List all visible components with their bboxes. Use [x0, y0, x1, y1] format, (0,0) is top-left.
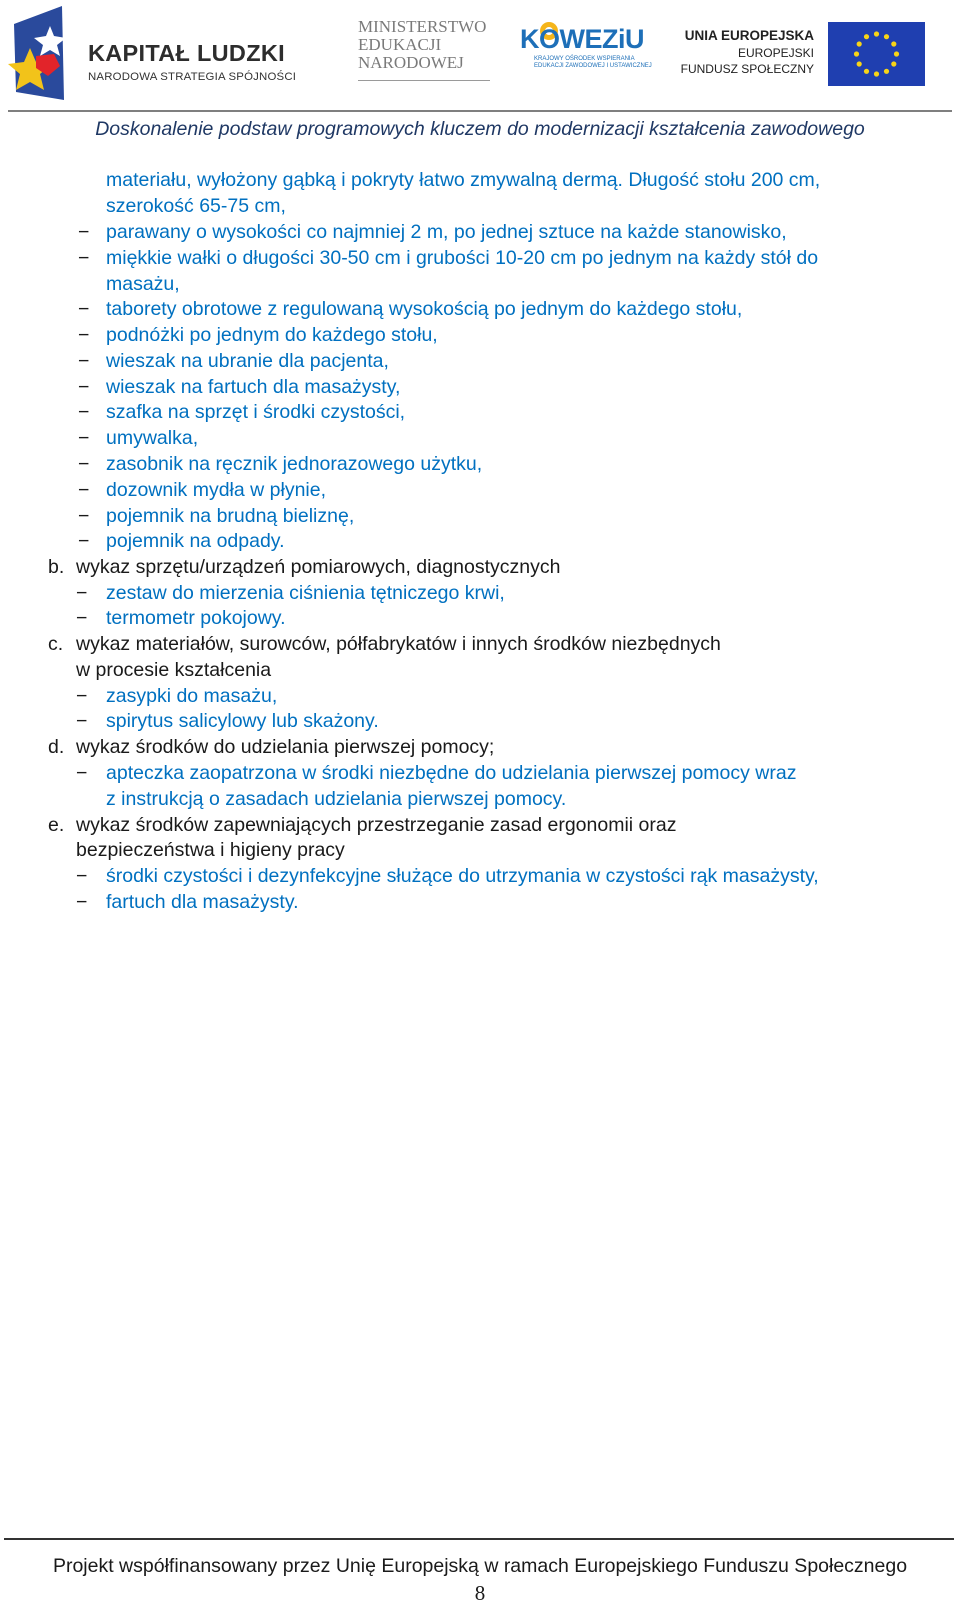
- list-item: pojemnik na brudną bieliznę,: [106, 505, 355, 527]
- list-item-continuation: masażu,: [106, 273, 180, 295]
- section-heading: wykaz środków do udzielania pierwszej pomocy;: [76, 736, 495, 758]
- kapital-ludzki-star-icon: [6, 4, 76, 104]
- list-item-continuation: z instrukcją o zasadach udzielania pierwszej pomocy.: [106, 788, 567, 810]
- koweziu-title: KOWEZiU: [520, 24, 644, 54]
- section-heading: wykaz sprzętu/urządzeń pomiarowych, diagnostycznych: [76, 556, 561, 578]
- kapital-ludzki-subtitle: NARODOWA STRATEGIA SPÓJNOŚCI: [88, 71, 297, 83]
- koweziu-sub-line-1: KRAJOWY OŚRODEK WSPIERANIA: [534, 56, 635, 62]
- list-item: taborety obrotowe z regulowaną wysokością po jednym do każdego stołu,: [106, 298, 743, 320]
- list-item: zestaw do mierzenia ciśnienia tętniczego krwi,: [106, 582, 505, 604]
- footer-divider: [4, 1538, 954, 1540]
- list-item: spirytus salicylowy lub skażony.: [106, 710, 379, 732]
- running-title: Doskonalenie podstaw programowych kluczem do modernizacji kształcenia zawodowego: [95, 118, 865, 140]
- section-heading-continuation: bezpieczeństwa i higieny pracy: [76, 839, 345, 861]
- koweziu-subtitle: [534, 56, 652, 70]
- text-line: materiału, wyłożony gąbką i pokryty łatwo zmywalną dermą. Długość stołu 200 cm,: [106, 169, 821, 191]
- text-line: szerokość 65-75 cm,: [106, 195, 286, 217]
- list-dash: −: [78, 479, 90, 501]
- list-item: termometr pokojowy.: [106, 607, 286, 629]
- eu-logo: [680, 22, 940, 92]
- section-letter: c.: [48, 633, 64, 655]
- list-dash: −: [76, 710, 88, 732]
- list-dash: −: [76, 582, 88, 604]
- list-dash: −: [76, 607, 88, 629]
- list-dash: −: [76, 762, 88, 784]
- list-dash: −: [76, 865, 88, 887]
- men-line-2: EDUKACJI: [358, 35, 442, 54]
- list-item: apteczka zaopatrzona w środki niezbędne do udzielania pierwszej pomocy wraz: [106, 762, 797, 784]
- list-dash: −: [78, 247, 90, 269]
- footer-text: Projekt współfinansowany przez Unię Europejską w ramach Europejskiego Funduszu Społecznego: [52, 1555, 908, 1577]
- list-item: wieszak na fartuch dla masażysty,: [106, 376, 401, 398]
- eu-line-1: UNIA EUROPEJSKA: [684, 28, 814, 43]
- list-dash: −: [78, 221, 90, 243]
- list-item: środki czystości i dezynfekcyjne służące do utrzymania w czystości rąk masażysty,: [106, 865, 819, 887]
- list-dash: −: [76, 685, 88, 707]
- list-dash: −: [78, 427, 90, 449]
- list-dash: −: [78, 505, 90, 527]
- list-item: podnóżki po jednym do każdego stołu,: [106, 324, 438, 346]
- list-item: szafka na sprzęt i środki czystości,: [106, 401, 406, 423]
- list-dash: −: [78, 401, 90, 423]
- section-letter: e.: [48, 814, 65, 836]
- men-line-3: NARODOWEJ: [358, 53, 464, 72]
- list-dash: −: [78, 453, 90, 475]
- page-number: 8: [474, 1581, 486, 1604]
- section-letter: d.: [48, 736, 65, 758]
- header-divider: [8, 110, 952, 112]
- list-dash: −: [76, 891, 88, 913]
- section-heading: wykaz środków zapewniających przestrzeganie zasad ergonomii oraz: [76, 814, 677, 836]
- koweziu-sub-line-2: EDUKACJI ZAWODOWEJ I USTAWICZNEJ: [534, 63, 652, 69]
- kapital-ludzki-title: KAPITAŁ LUDZKI: [88, 40, 285, 66]
- list-item: zasypki do masażu,: [106, 685, 278, 707]
- list-dash: −: [78, 298, 90, 320]
- eu-line-3: FUNDUSZ SPOŁECZNY: [680, 62, 814, 76]
- list-item: umywalka,: [106, 427, 199, 449]
- list-item: pojemnik na odpady.: [106, 530, 285, 552]
- list-dash: −: [78, 324, 90, 346]
- section-heading: wykaz materiałów, surowców, półfabrykatów i innych środków niezbędnych: [76, 633, 721, 655]
- list-item: parawany o wysokości co najmniej 2 m, po jednej sztuce na każde stanowisko,: [106, 221, 787, 243]
- list-item: dozownik mydła w płynie,: [106, 479, 327, 501]
- eu-line-2: EUROPEJSKI: [737, 46, 814, 60]
- eu-flag-icon: [828, 22, 925, 86]
- men-logo: [358, 18, 498, 90]
- eu-stars-icon: [828, 22, 925, 86]
- list-dash: −: [78, 530, 90, 552]
- list-item: zasobnik na ręcznik jednorazowego użytku,: [106, 453, 483, 475]
- kapital-ludzki-logo: [6, 4, 306, 104]
- list-item: wieszak na ubranie dla pacjenta,: [106, 350, 389, 372]
- men-underline: [358, 80, 490, 81]
- koweziu-logo: [520, 20, 650, 82]
- list-dash: −: [78, 376, 90, 398]
- list-item: fartuch dla masażysty.: [106, 891, 299, 913]
- list-item: miękkie wałki o długości 30-50 cm i grubości 10-20 cm po jednym na każdy stół do: [106, 247, 819, 269]
- section-heading-continuation: w procesie kształcenia: [76, 659, 272, 681]
- section-letter: b.: [48, 556, 65, 578]
- list-dash: −: [78, 350, 90, 372]
- header-logos: [0, 0, 960, 112]
- men-line-1: MINISTERSTWO: [358, 17, 487, 36]
